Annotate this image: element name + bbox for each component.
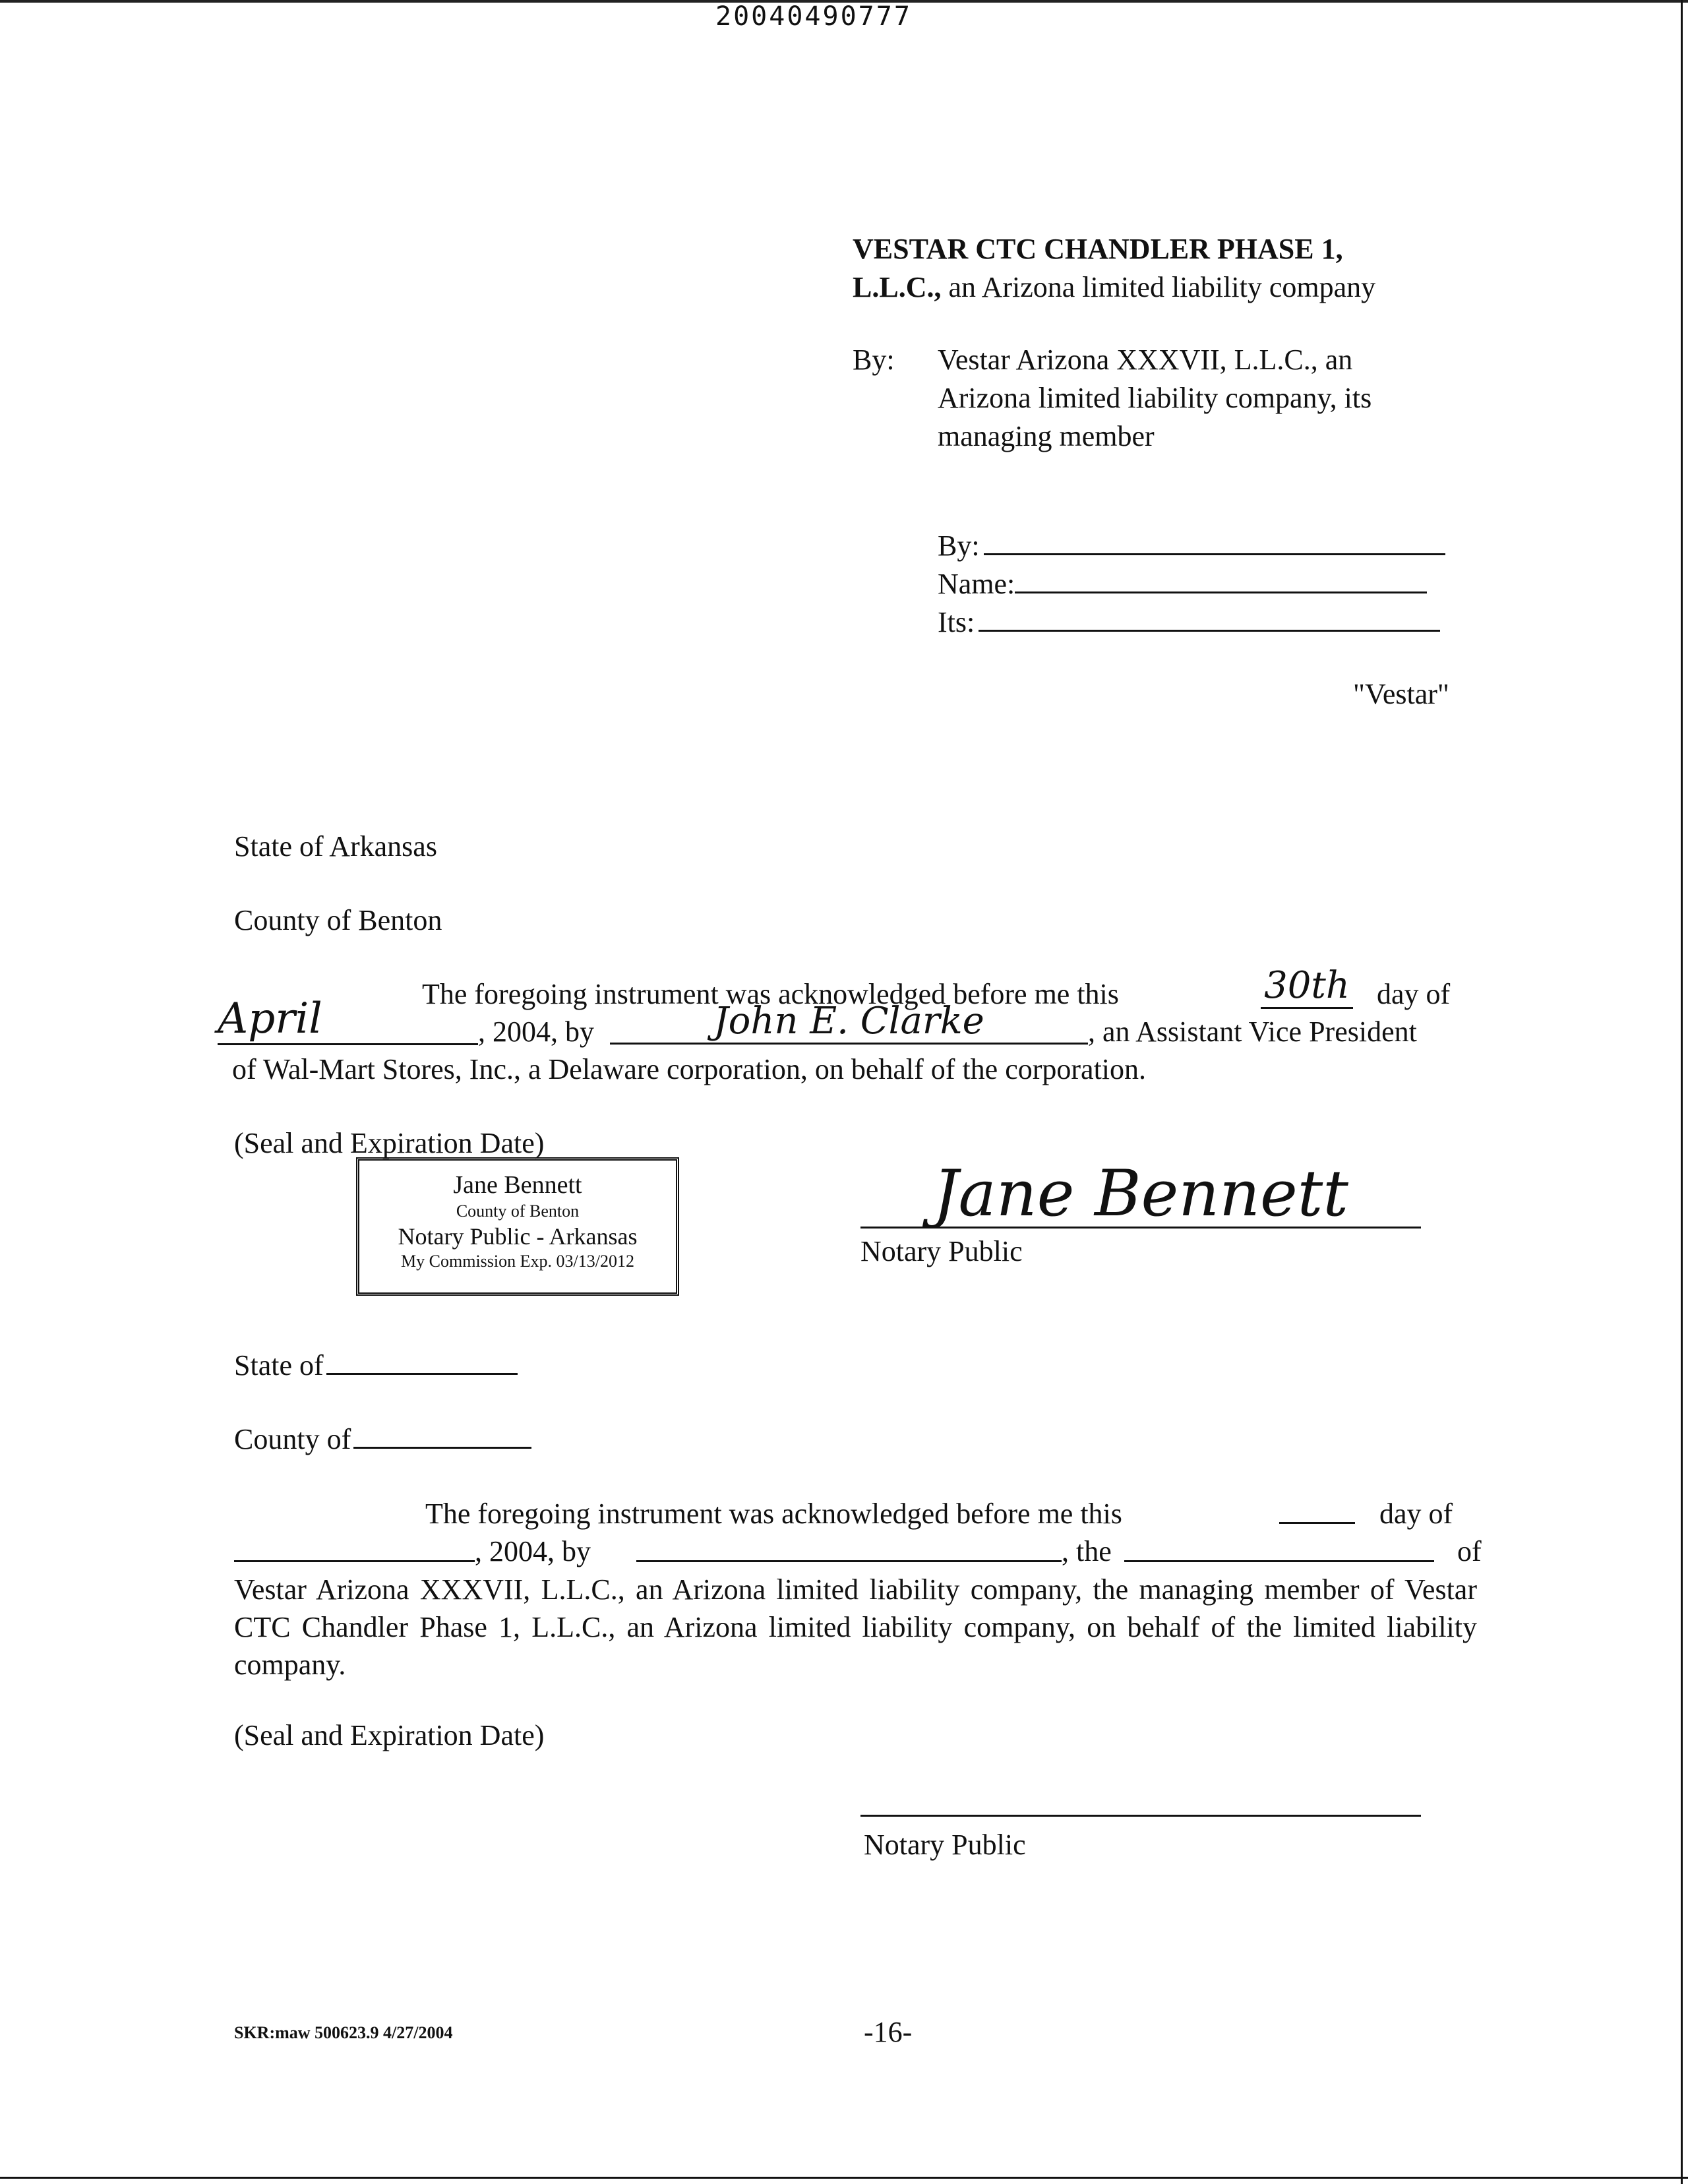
ack1-dayof: day of: [1377, 978, 1451, 1010]
footer-reference: SKR:maw 500623.9 4/27/2004: [234, 2023, 453, 2042]
ack2-county-field: [234, 1421, 531, 1458]
ack2-of: of: [1457, 1535, 1482, 1567]
ack1-text-lead: The foregoing instrument was acknowledged before me this: [422, 978, 1119, 1010]
ack2-notary-label: Notary Public: [864, 1829, 1026, 1861]
signature-by-field: [938, 528, 1445, 564]
ack1-state: State of Arkansas: [234, 830, 437, 863]
entity-name-line1: VESTAR CTC CHANDLER PHASE 1,: [853, 233, 1343, 265]
signature-by-label: By:: [938, 530, 980, 562]
ack1-county: County of Benton: [234, 904, 442, 936]
ack1-line3: of Wal-Mart Stores, Inc., a Delaware corporation, on behalf of the corporation.: [232, 1053, 1147, 1085]
bottom-border: [0, 2177, 1688, 2179]
page-number: -16-: [864, 2016, 913, 2048]
stamp-title: Notary Public - Arkansas: [398, 1223, 638, 1250]
by-label: By:: [853, 344, 895, 376]
stamp-county: County of Benton: [456, 1201, 580, 1221]
stamp-name: Jane Bennett: [453, 1171, 582, 1199]
ack2-state-label: State of: [234, 1349, 324, 1381]
ack2-year: , 2004, by: [475, 1535, 591, 1567]
ack1-month-handwritten: April: [218, 994, 478, 1045]
entity-description: an Arizona limited liability company: [941, 271, 1376, 303]
signature-name-line: [1015, 568, 1427, 593]
ack2-county-line: [353, 1423, 531, 1449]
ack2-signer-line: [636, 1534, 1062, 1562]
ack1-signer-handwritten: John E. Clarke: [610, 1000, 1088, 1045]
by-text-line2: Arizona limited liability company, its: [938, 382, 1372, 414]
entity-llc-label: L.L.C.,: [853, 271, 942, 303]
ack2-body: Vestar Arizona XXXVII, L.L.C., an Arizona limited liability company, the managing member of Vestar CTC Chandler Phase 1, L.L.C., an Arizona limited liability company, on behalf of the limited liability company.: [234, 1573, 1477, 1681]
ack2-seal-label: (Seal and Expiration Date): [234, 1719, 545, 1751]
signature-its-label: Its:: [938, 606, 975, 638]
signature-its-line: [979, 606, 1440, 632]
ack1-day-handwritten: 30th: [1261, 964, 1353, 1009]
ack2-title-line: [1124, 1534, 1434, 1562]
notary-signature: Jane Bennett: [860, 1161, 1421, 1228]
by-text-line1: Vestar Arizona XXXVII, L.L.C., an: [938, 344, 1353, 376]
ack1-role: , an Assistant Vice President: [1088, 1016, 1417, 1048]
signature-its-field: [938, 604, 1440, 641]
right-border: [1681, 0, 1683, 2184]
ack2-county-label: County of: [234, 1423, 351, 1455]
signature-by-line: [984, 530, 1445, 555]
ack2-month-line: [234, 1534, 475, 1562]
ack1-notary-label: Notary Public: [860, 1235, 1023, 1267]
notary-stamp: [356, 1157, 679, 1296]
ack2-state-line: [326, 1349, 518, 1375]
signature-name-label: Name:: [938, 568, 1015, 600]
ack2-state-field: [234, 1347, 518, 1384]
stamp-commission: My Commission Exp. 03/13/2012: [401, 1252, 634, 1271]
document-number: 20040490777: [715, 1, 912, 32]
entity-name-line2: [853, 269, 1375, 306]
ack2-dayof: day of: [1379, 1498, 1453, 1530]
ack1-year: , 2004, by: [478, 1016, 594, 1048]
vestar-designation: "Vestar": [1353, 678, 1449, 710]
ack2-signature-line: [860, 1815, 1421, 1817]
by-text-line3: managing member: [938, 420, 1155, 452]
ack1-seal-label: (Seal and Expiration Date): [234, 1127, 545, 1159]
ack2-text-lead: The foregoing instrument was acknowledged before me this: [425, 1498, 1122, 1530]
ack2-the: , the: [1062, 1535, 1112, 1567]
signature-name-field: [938, 566, 1427, 603]
ack2-day-line: [1279, 1496, 1355, 1524]
